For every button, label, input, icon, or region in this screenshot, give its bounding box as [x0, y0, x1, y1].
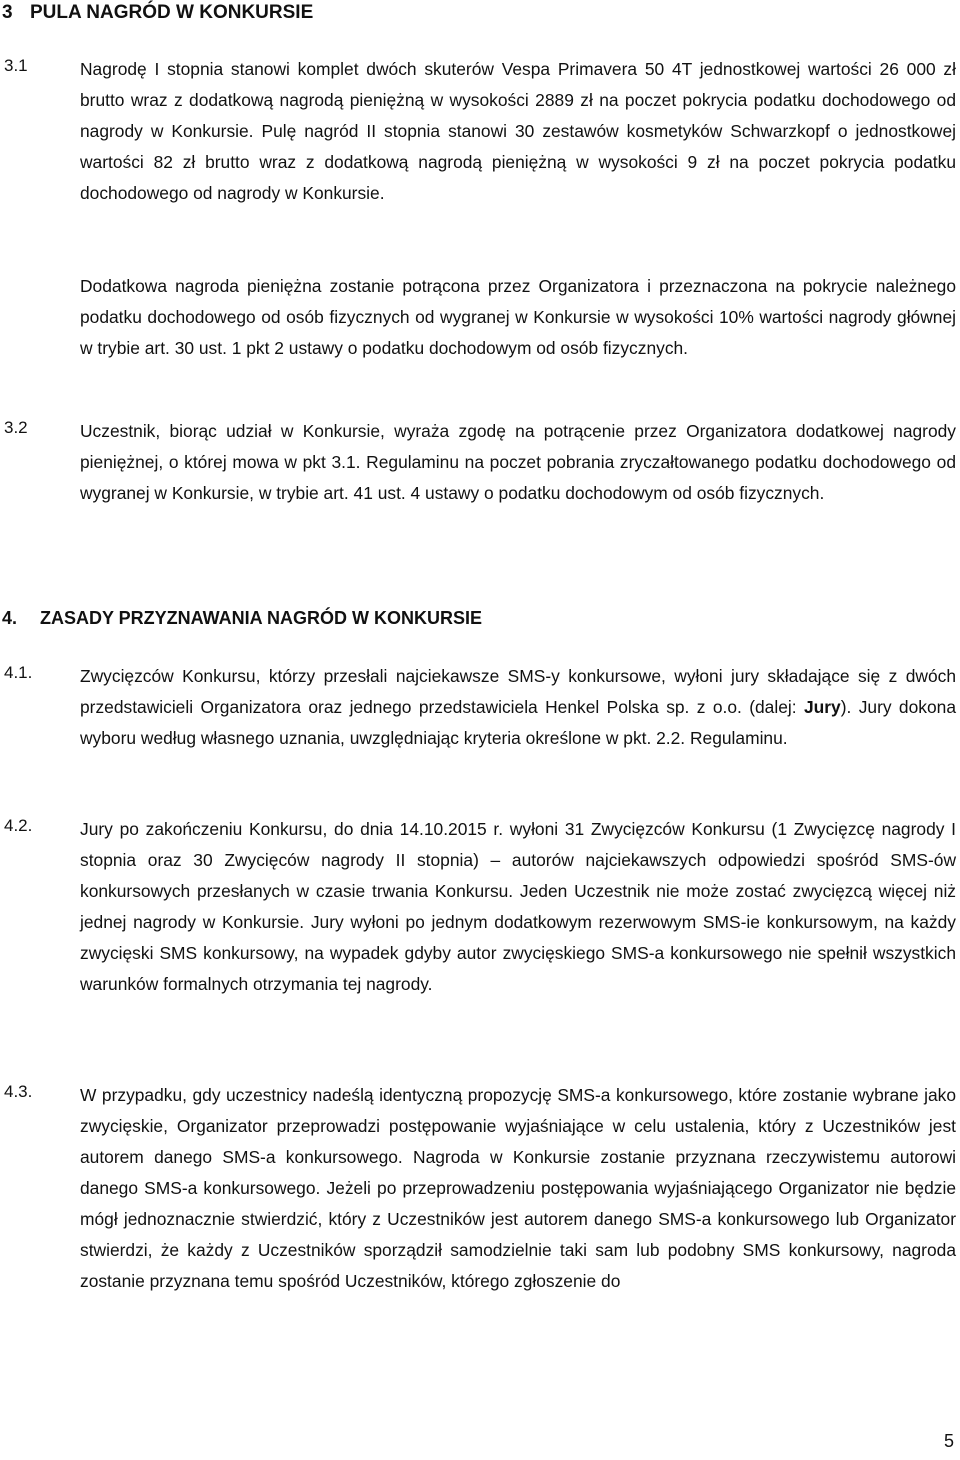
section-4-heading [2, 608, 482, 629]
item-3-2-number: 3.2 [4, 418, 28, 437]
item-4-2-number: 4.2. [4, 816, 33, 835]
item-3-2-paragraph: Uczestnik, biorąc udział w Konkursie, wyraża zgodę na potrącenie przez Organizatora dodatkowej nagrody pieniężnej, o której mowa w pkt 3.1. Regulaminu na poczet pobrania zryczałtowanego podatku dochodowego od wygranej w Konkursie, w trybie art. 41 ust. 4 ustawy o podatku dochodowym od osób fizycznych. [80, 421, 956, 503]
section-4-title: ZASADY PRZYZNAWANIA NAGRÓD W KONKURSIE [40, 608, 483, 628]
section-4-number: 4. [2, 608, 18, 628]
page-number: 5 [943, 1431, 954, 1451]
item-4-3-number: 4.3. [4, 1082, 33, 1101]
section-3-heading [2, 2, 313, 24]
item-4-1-text-after: ). Jury dokona wyboru według własnego uznania, uwzględniając kryteria określone w pkt. 2.2. Regulaminu. [80, 697, 956, 748]
jury-term: Jury [803, 697, 841, 717]
item-4-1-paragraph [80, 661, 956, 754]
section-3-title: PULA NAGRÓD W KONKURSIE [30, 2, 314, 23]
item-4-2-paragraph: Jury po zakończeniu Konkursu, do dnia 14.10.2015 r. wyłoni 31 Zwycięzców Konkursu (1 Zwycięzcę nagrody I stopnia oraz 30 Zwycięców nagrody II stopnia) – autorów najciekawszych odpowiedzi spośród SMS-ów konkursowych przesłanych w czasie trwania Konkursu. Jeden Uczestnik nie może zostać zwycięzcą więcej niż jednej nagrody w Konkursie. Jury wyłoni po jednym dodatkowym rezerwowym SMS-ie konkursowym, na każdy zwycięski SMS konkursowy, na wypadek gdyby autor zwycięskiego SMS-a konkursowego nie spełnił wszystkich warunków formalnych otrzymania tej nagrody. [80, 819, 956, 994]
item-4-1-text-before: Zwycięzców Konkursu, którzy przesłali najciekawsze SMS-y konkursowe, wyłoni jury składające się z dwóch przedstawicieli Organizatora oraz jednego przedstawiciela Henkel Polska sp. z o.o. (dalej: [80, 666, 956, 717]
item-4-3-paragraph: W przypadku, gdy uczestnicy nadeślą identyczną propozycję SMS-a konkursowego, które zostanie wybrane jako zwycięskie, Organizator przeprowadzi postępowanie wyjaśniające w celu ustalenia, który z Uczestników jest autorem danego SMS-a konkursowego. Nagroda w Konkursie zostanie przyznana rzeczywistemu autorowi danego SMS-a konkursowego. Jeżeli po przeprowadzeniu postępowania wyjaśniającego Organizator nie będzie mógł jednoznacznie stwierdzić, który z Uczestników jest autorem danego SMS-a konkursowego lub Organizator stwierdzi, że każdy z Uczestników sporządził samodzielnie taki sam lub podobny SMS konkursowy, nagroda zostanie przyznana temu spośród Uczestników, którego zgłoszenie do [80, 1085, 956, 1291]
item-3-1-paragraph-1: Nagrodę I stopnia stanowi komplet dwóch skuterów Vespa Primavera 50 4T jednostkowej wartości 26 000 zł brutto wraz z dodatkową nagrodą pieniężną w wysokości 2889 zł na poczet pokrycia podatku dochodowego od nagrody w Konkursie. Pulę nagród II stopnia stanowi 30 zestawów kosmetyków Schwarzkopf o jednostkowej wartości 82 zł brutto wraz z dodatkową nagrodą pieniężną w wysokości 9 zł na poczet pokrycia podatku dochodowego od nagrody w Konkursie. [80, 59, 956, 203]
section-3-number: 3 [2, 2, 13, 23]
item-3-1-paragraph-2: Dodatkowa nagroda pieniężna zostanie potrącona przez Organizatora i przeznaczona na pokrycie należnego podatku dochodowego od osób fizycznych od wygranej w Konkursie w wysokości 10% wartości nagrody głównej w trybie art. 30 ust. 1 pkt 2 ustawy o podatku dochodowym od osób fizycznych. [80, 276, 956, 358]
item-4-1-number: 4.1. [4, 663, 33, 682]
item-3-1-number: 3.1 [4, 56, 28, 75]
